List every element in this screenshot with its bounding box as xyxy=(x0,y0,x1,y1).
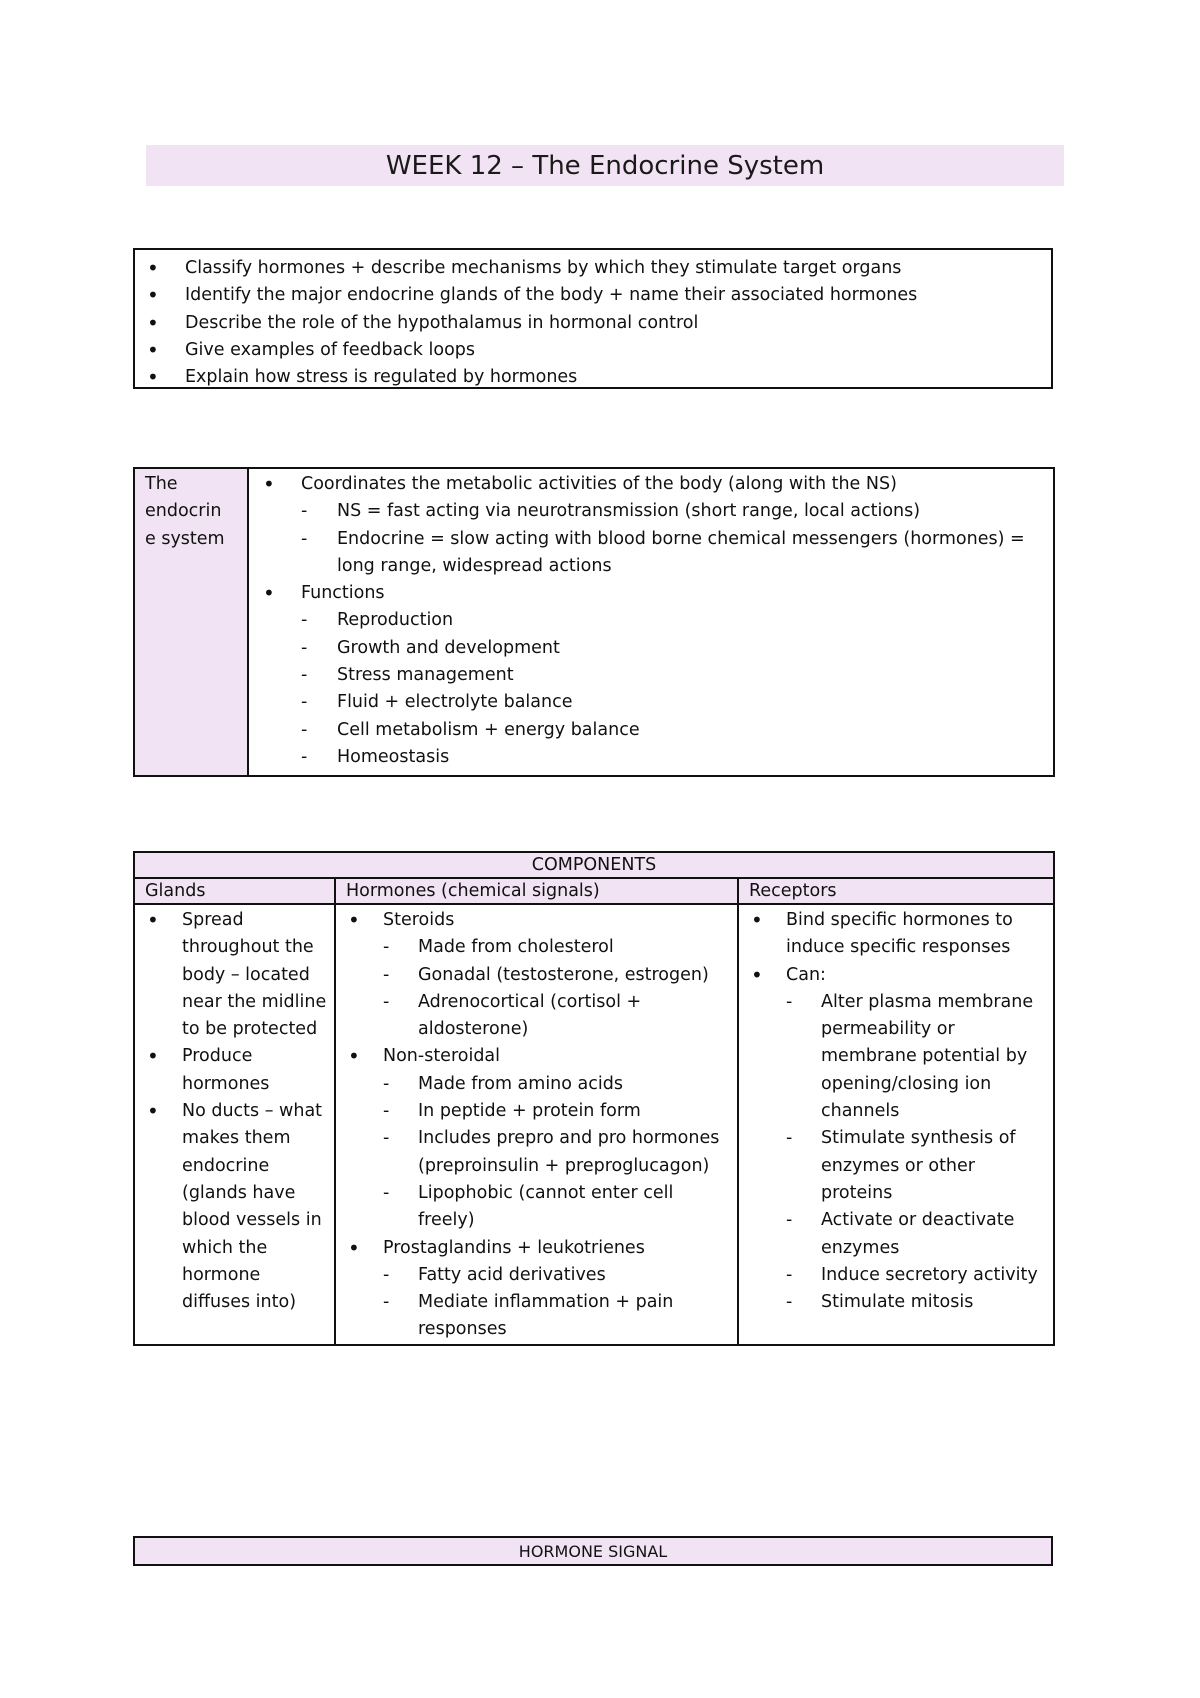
objective-item: • Explain how stress is regulated by hormones xyxy=(145,364,1041,391)
list-item: - Stimulate synthesis of enzymes or other proteins xyxy=(784,1125,1047,1207)
list-item: - Gonadal (testosterone, estrogen) xyxy=(381,962,731,989)
glands-cell xyxy=(134,904,335,1345)
objective-item: • Describe the role of the hypothalamus in hormonal control xyxy=(145,310,1041,337)
column-header-receptors: Receptors xyxy=(738,878,1054,904)
list-item: - Made from cholesterol xyxy=(381,934,731,961)
column-header-glands: Glands xyxy=(134,878,335,904)
endocrine-side-label: The endocrin e system xyxy=(134,468,248,776)
list-item: - Reproduction xyxy=(299,607,1045,634)
list-item: • Prostaglandins + leukotrienes - Fatty acid derivatives - Mediate inflammation + pain responses xyxy=(346,1235,731,1344)
list-item: - Induce secretory activity xyxy=(784,1262,1047,1289)
hormones-cell xyxy=(335,904,738,1345)
objective-item: • Identify the major endocrine glands of the body + name their associated hormones xyxy=(145,282,1041,309)
list-item: • Coordinates the metabolic activities of the body (along with the NS) - NS = fast acting via neurotransmission (short range, local actions) - Endocrine = slow acting with blood borne chemical messengers (hormones) = long range, widespread actions xyxy=(261,471,1045,580)
list-item: - Growth and development xyxy=(299,635,1045,662)
list-item: - Activate or deactivate enzymes xyxy=(784,1207,1047,1262)
list-item: • Functions - Reproduction - Growth and development - Stress management - Fluid + electrolyte balance - Cell metabolism + energy balance - Homeostasis xyxy=(261,580,1045,771)
components-table xyxy=(133,851,1055,1346)
list-item: • Bind specific hormones to induce specific responses xyxy=(749,907,1047,962)
list-item: • Produce hormones xyxy=(145,1043,328,1098)
list-item: • Can: - Alter plasma membrane permeability or membrane potential by opening/closing ion channels - Stimulate synthesis of enzymes or other proteins - Activate or deactivate enzymes - Induce secretory activity - Stimulate mitosis xyxy=(749,962,1047,1317)
endocrine-content xyxy=(248,468,1054,776)
list-item: - Made from amino acids xyxy=(381,1071,731,1098)
list-item: - Homeostasis xyxy=(299,744,1045,771)
list-item: - Lipophobic (cannot enter cell freely) xyxy=(381,1180,731,1235)
list-item: - Includes prepro and pro hormones (preproinsulin + preproglucagon) xyxy=(381,1125,731,1180)
list-item: • No ducts – what makes them endocrine (glands have blood vessels in which the hormone diffuses into) xyxy=(145,1098,328,1316)
receptors-cell xyxy=(738,904,1054,1345)
list-item: • Non-steroidal - Made from amino acids - In peptide + protein form - Includes prepro and pro hormones (preproinsulin + preproglucagon) - Lipophobic (cannot enter cell freely) xyxy=(346,1043,731,1234)
list-item: - Cell metabolism + energy balance xyxy=(299,717,1045,744)
learning-objectives xyxy=(133,248,1053,389)
list-item: - Mediate inflammation + pain responses xyxy=(381,1289,731,1344)
list-item: - Fluid + electrolyte balance xyxy=(299,689,1045,716)
list-item: - Stress management xyxy=(299,662,1045,689)
components-header: COMPONENTS xyxy=(134,852,1054,878)
list-item: - Stimulate mitosis xyxy=(784,1289,1047,1316)
list-item: • Steroids - Made from cholesterol - Gonadal (testosterone, estrogen) - Adrenocortical (cortisol + aldosterone) xyxy=(346,907,731,1043)
column-header-hormones: Hormones (chemical signals) xyxy=(335,878,738,904)
list-item: - Adrenocortical (cortisol + aldosterone) xyxy=(381,989,731,1044)
list-item: - Fatty acid derivatives xyxy=(381,1262,731,1289)
objective-item: • Give examples of feedback loops xyxy=(145,337,1041,364)
list-item: - Alter plasma membrane permeability or membrane potential by opening/closing ion channels xyxy=(784,989,1047,1125)
list-item: - Endocrine = slow acting with blood borne chemical messengers (hormones) = long range, widespread actions xyxy=(299,526,1045,581)
hormone-signal-header: HORMONE SIGNAL xyxy=(133,1536,1053,1566)
objective-item: • Classify hormones + describe mechanisms by which they stimulate target organs xyxy=(145,255,1041,282)
list-item: - NS = fast acting via neurotransmission (short range, local actions) xyxy=(299,498,1045,525)
list-item: - In peptide + protein form xyxy=(381,1098,731,1125)
list-item: • Spread throughout the body – located near the midline to be protected xyxy=(145,907,328,1043)
page-title: WEEK 12 – The Endocrine System xyxy=(146,145,1064,186)
endocrine-system-table xyxy=(133,467,1055,777)
